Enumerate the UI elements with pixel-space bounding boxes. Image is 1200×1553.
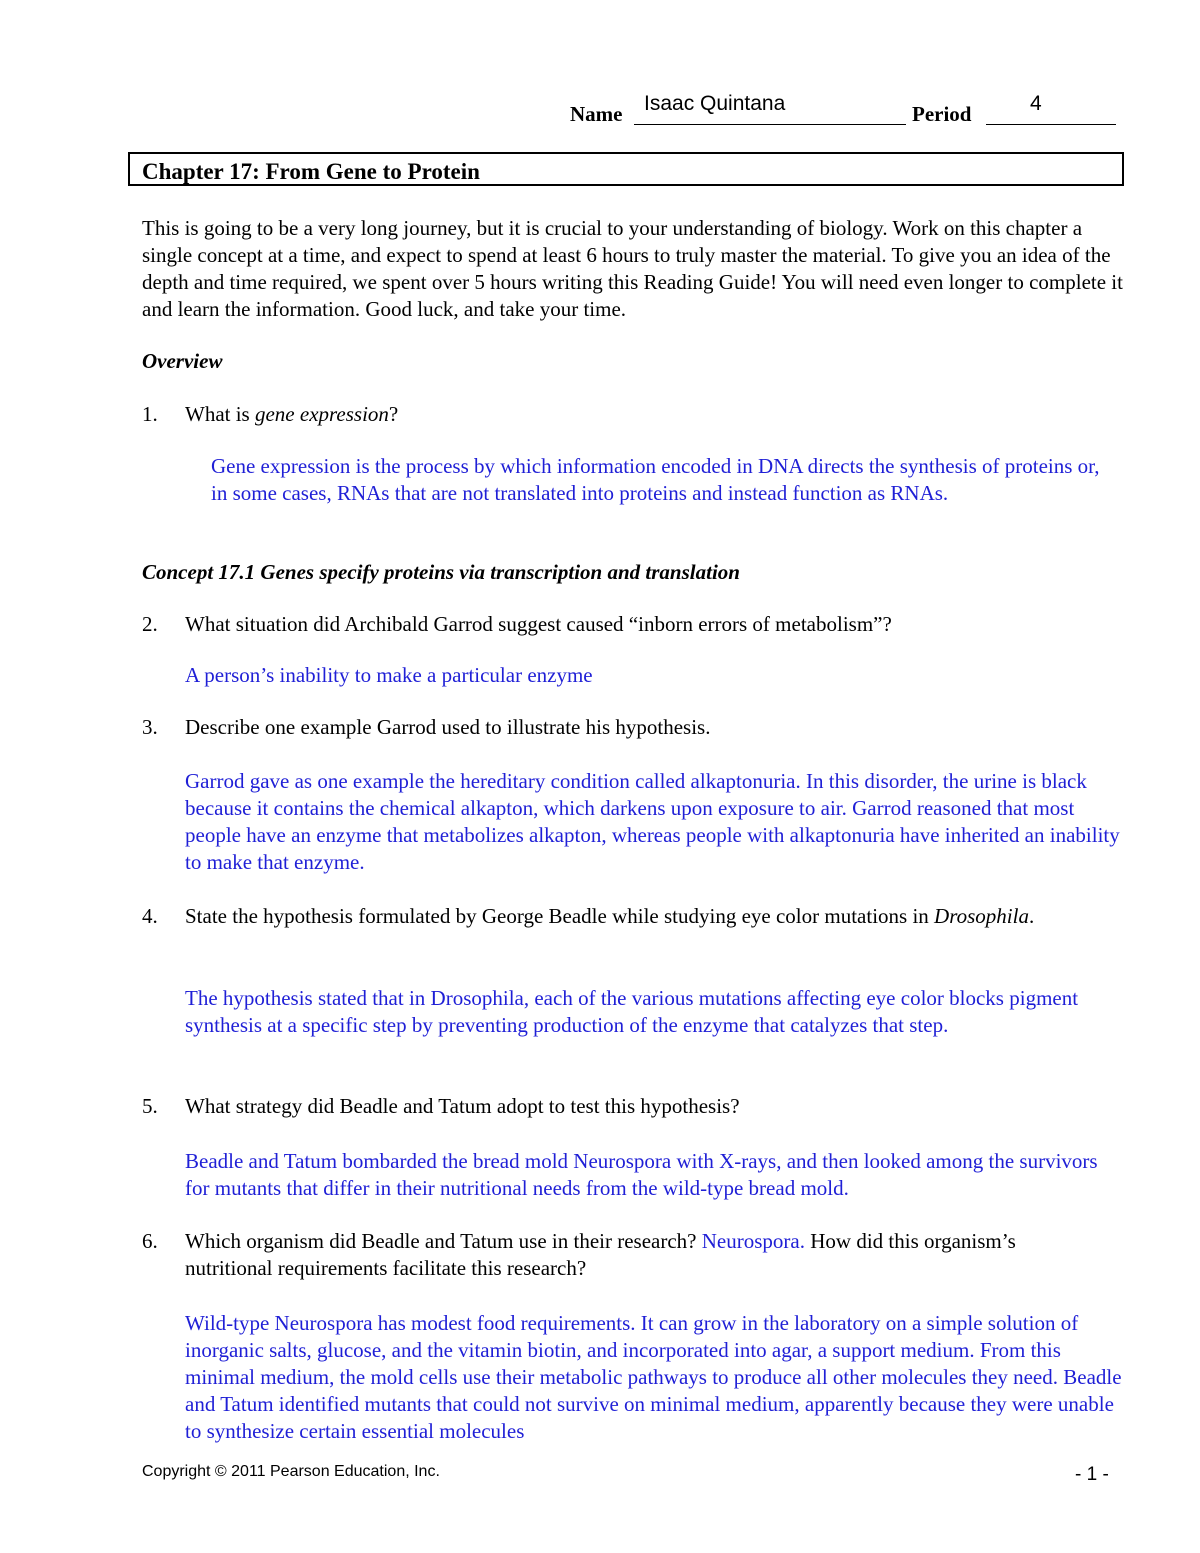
- answer-5: Beadle and Tatum bombarded the bread mold Neurospora with X-rays, and then looked among the survivors for mutants that differ in their nutritional needs from the wild-type bread mold.: [185, 1149, 1098, 1200]
- concept-heading: Concept 17.1 Genes specify proteins via transcription and translation: [142, 560, 740, 584]
- period-label: Period: [912, 102, 972, 126]
- intro-paragraph: This is going to be a very long journey, but it is crucial to your understanding of biology. Work on this chapter a single concept at a time, and expect to spend at least 6 hours to truly master the material. To give you an idea of the depth and time required, we spent over 5 hours writing this Reading Guide! You will need even longer to complete it and learn the information. Good luck, and take your time.: [142, 216, 1123, 321]
- answer-1: Gene expression is the process by which information encoded in DNA directs the synthesis of proteins or, in some cases, RNAs that are not translated into proteins and instead function as RNAs.: [211, 454, 1100, 505]
- answer-6: Wild-type Neurospora has modest food requirements. It can grow in the laboratory on a simple solution of inorganic salts, glucose, and the vitamin biotin, and incorporated into agar, a support medium. From this minimal medium, the mold cells use their metabolic pathways to produce all other molecules they need. Beadle and Tatum identified mutants that could not survive on minimal medium, apparently because they were unable to synthesize certain essential molecules: [185, 1311, 1122, 1443]
- question-number: 1.: [142, 402, 158, 426]
- page-number: - 1 -: [1075, 1464, 1109, 1485]
- question-number: 6.: [142, 1229, 158, 1253]
- question-number: 4.: [142, 904, 158, 928]
- question-text: What situation did Archibald Garrod suggest caused “inborn errors of metabolism”?: [185, 612, 892, 636]
- question-text: Which organism did Beadle and Tatum use in their research? Neurospora. How did this organism’s nutritional requirements facilitate this research?: [185, 1229, 1016, 1280]
- period-field-line: [986, 124, 1116, 125]
- question-number: 5.: [142, 1094, 158, 1118]
- question-text: State the hypothesis formulated by George Beadle while studying eye color mutations in Drosophila.: [185, 904, 1035, 928]
- inline-answer: Neurospora.: [701, 1229, 805, 1253]
- overview-heading: Overview: [142, 349, 223, 373]
- question-text: What strategy did Beadle and Tatum adopt to test this hypothesis?: [185, 1094, 740, 1118]
- answer-2: A person’s inability to make a particular enzyme: [185, 663, 593, 687]
- question-text: What is gene expression?: [185, 402, 399, 426]
- name-field-line: [634, 124, 906, 125]
- period-value: 4: [1030, 92, 1042, 115]
- question-text: Describe one example Garrod used to illustrate his hypothesis.: [185, 715, 711, 739]
- copyright-footer: Copyright © 2011 Pearson Education, Inc.: [142, 1463, 440, 1480]
- name-label: Name: [570, 102, 623, 126]
- answer-3: Garrod gave as one example the hereditary condition called alkaptonuria. In this disorder, the urine is black because it contains the chemical alkapton, which darkens upon exposure to air. Garrod reasoned that most people have an enzyme that metabolizes alkapton, whereas people with alkaptonuria have inherited an inability to make that enzyme.: [185, 769, 1120, 874]
- chapter-title: Chapter 17: From Gene to Protein: [142, 159, 480, 184]
- chapter-title-box: [128, 152, 1124, 186]
- name-value: Isaac Quintana: [644, 92, 786, 115]
- question-number: 2.: [142, 612, 158, 636]
- answer-4: The hypothesis stated that in Drosophila, each of the various mutations affecting eye color blocks pigment synthesis at a specific step by preventing production of the enzyme that catalyzes that step.: [185, 986, 1079, 1037]
- question-number: 3.: [142, 715, 158, 739]
- name-period-header: [570, 90, 1130, 130]
